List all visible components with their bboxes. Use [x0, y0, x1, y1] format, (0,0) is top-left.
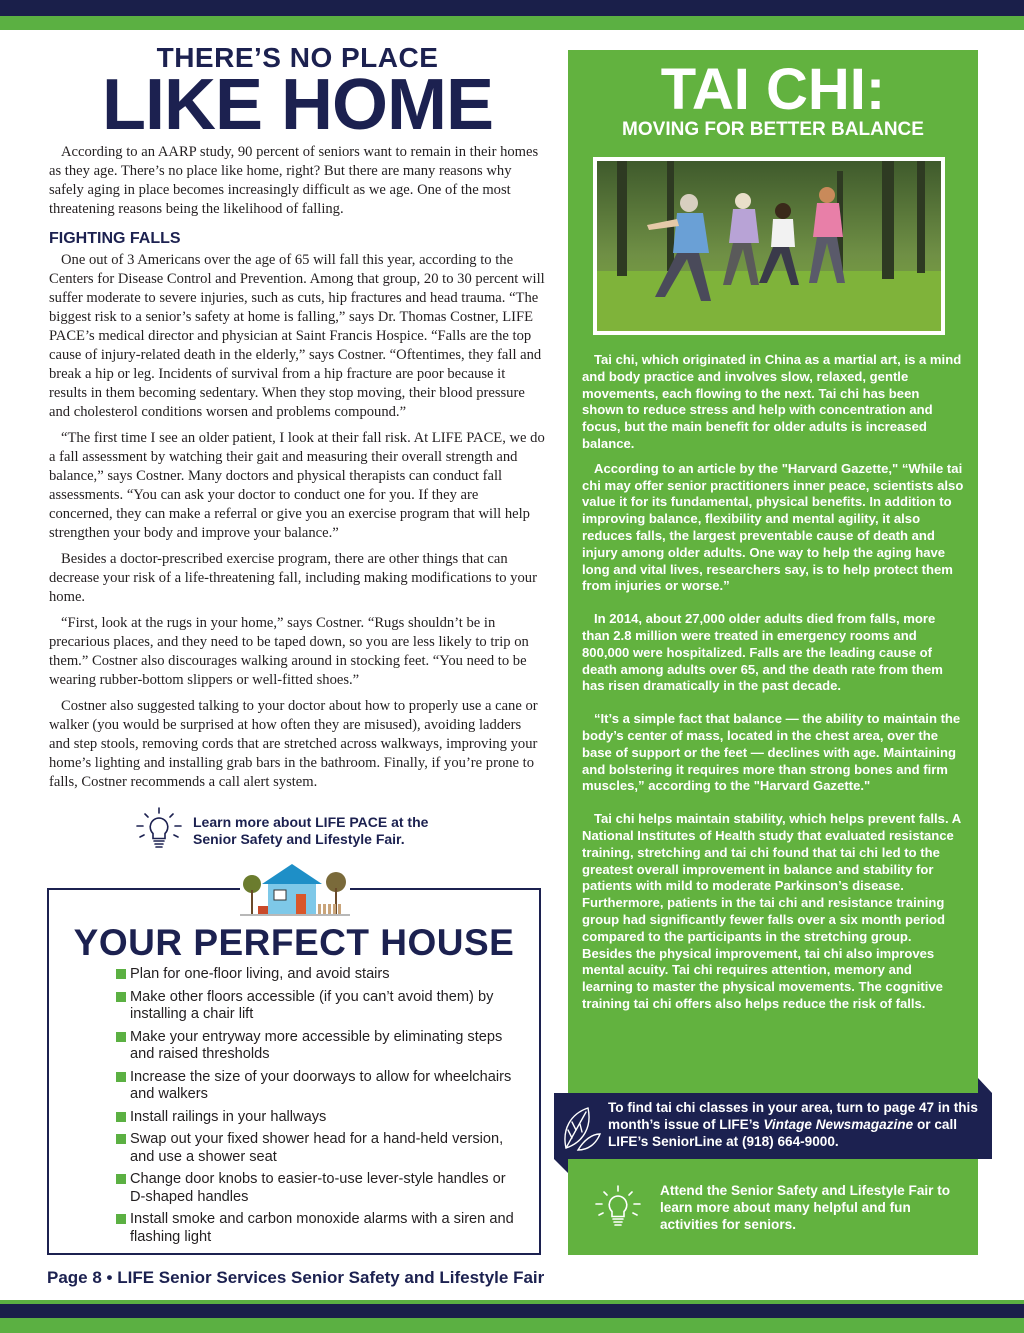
bullet-square-icon	[116, 1112, 126, 1122]
list-item	[116, 1171, 516, 1206]
list-item	[116, 1211, 516, 1246]
tai-chi-body	[582, 352, 964, 1021]
fair-tip-right: Attend the Senior Safety and Lifestyle Fair to learn more about many helpful and fun activities for seniors.	[660, 1183, 951, 1232]
bullet-square-icon	[116, 1134, 126, 1144]
article-headline: LIKE HOME	[101, 65, 493, 145]
list-item-text: Swap out your fixed shower head for a hand-held version, and use a shower seat	[130, 1131, 504, 1165]
callout-fold-top	[978, 1078, 992, 1093]
bullet-square-icon	[116, 969, 126, 979]
article-intro	[49, 143, 545, 226]
list-item-text: Install smoke and carbon monoxide alarms with a siren and flashing light	[130, 1211, 514, 1245]
article-body	[49, 251, 545, 799]
perfect-house-list	[116, 966, 516, 1251]
list-item	[116, 1029, 516, 1064]
body-paragraph: Costner also suggested talking to your doctor about how to properly use a cane or walker (you would be surprised at how often they are misused), avoiding ladders and step stools, removing cords that are stretched across walkways, improving your home’s lighting and installing grab bars in the bathroom. Finally, if you’re prone to falls, Costner recommends a call alert system.	[49, 698, 538, 790]
bottom-green-bar	[0, 1318, 1024, 1333]
bullet-square-icon	[116, 1214, 126, 1224]
page-footer: Page 8 • LIFE Senior Services Senior Safety and Lifestyle Fair	[47, 1268, 545, 1287]
body-paragraph: “The first time I see an older patient, I look at their fall risk. At LIFE PACE, we do a fall assessment by watching their gait and measuring their overall strength and balance,” says Costner. Many doctors and physical therapists can conduct fall assessments. “You can ask your doctor to conduct one for you. If they are concerned, they can make a referral or give you an exercise program that will help strengthen your body and improve your balance.”	[49, 430, 545, 541]
callout-text-part: To find tai chi classes in your area, turn to page 47 in this month’s issue of LIFE’s	[608, 1100, 978, 1133]
list-item-text: Make your entryway more accessible by eliminating steps and raised thresholds	[130, 1028, 503, 1062]
house-icon	[240, 858, 350, 918]
lightbulb-icon	[592, 1184, 644, 1230]
body-paragraph: According to an article by the "Harvard Gazette," “While tai chi may offer senior practitioners inner peace, scientists also value it for its fundamental, physical benefits. In addition to improving balance, flexibility and mental agility, it also reduces falls, the largest preventable cause of death and injury among older adults. One way to help the aging have long and vital lives, researchers say, is to help protect them from injuries or worse.”	[582, 460, 964, 594]
list-item-text: Plan for one-floor living, and avoid stairs	[130, 966, 390, 982]
fair-tip-left: Learn more about LIFE PACE at the Senior Safety and Lifestyle Fair.	[193, 814, 429, 847]
leaf-icon	[558, 1100, 602, 1154]
list-item-text: Install railings in your hallways	[130, 1108, 327, 1125]
article-kicker: THERE’S NO PLACE	[156, 42, 439, 73]
tai-chi-title: TAI CHI:	[660, 57, 886, 122]
body-paragraph: “First, look at the rugs in your home,” says Costner. “Rugs shouldn’t be in precarious places, and they need to be taped down, so you are less likely to trip on them.” Costner also discourages walking around in stocking feet. “You need to be wearing rubber-bottom slippers or well-fitted shoes.”	[49, 615, 529, 688]
body-paragraph: Tai chi, which originated in China as a martial art, is a mind and body practice and involves slow, relaxed, gentle movements, each flowing to the next. Tai chi has been shown to reduce stress and help with concentration and focus, but the main benefit for older adults is increased balance.	[582, 352, 962, 451]
lightbulb-icon	[133, 806, 185, 852]
body-paragraph: Besides a doctor-prescribed exercise program, there are other things that can decrease your risk of a life-threatening fall, including making modifications to your home.	[49, 551, 537, 605]
bullet-square-icon	[116, 1072, 126, 1082]
body-paragraph: Tai chi helps maintain stability, which helps prevent falls. A National Institutes of Health study that evaluated resistance training, stretching and tai chi found that tai chi led to the greatest overall improvement in balance and stability for patients with mild to moderate Parkinson’s disease. Furthermore, patients in the tai chi and resistance training group had significantly fewer falls over a six month period compared to the participants in the stretching group. Besides the physical improvement, tai chi also improves mental acuity. Tai chi requires attention, memory and learning to master the physical movements. The cognitive training tai chi offers also helps reduce the risk of falls.	[582, 811, 961, 1011]
list-item	[116, 1069, 516, 1104]
list-item	[116, 1109, 516, 1127]
callout-fold-bottom	[554, 1159, 568, 1173]
body-paragraph: One out of 3 Americans over the age of 65 will fall this year, according to the Centers for Disease Control and Prevention. Among that group, 20 to 30 percent will suffer moderate to severe injuries, such as cuts, hip fractures and head trauma. “The biggest risk to a senior’s safety at home is falling,” says Dr. Thomas Costner, LIFE PACE’s medical director and physician at Saint Francis Hospice. “Falls are the top cause of injury-related death in the elderly,” says Costner. “Oftentimes, they fall and break a hip or leg. Incidents of survival from a hip fracture are poor because it results in them becoming sedentary. When they stop moving, their blood pressure and cholesterol conditions worsen and problems compound.”	[49, 252, 545, 420]
bullet-square-icon	[116, 1174, 126, 1184]
top-green-bar	[0, 16, 1024, 30]
intro-paragraph: According to an AARP study, 90 percent of seniors want to remain in their homes as they age. There’s no place like home, right? But there are many reasons why safely aging in place becomes increasingly difficult as we age. One of the most threatening reasons being the likelihood of falling.	[49, 144, 539, 217]
list-item-text: Change door knobs to easier-to-use lever-style handles or D-shaped handles	[130, 1171, 506, 1205]
body-paragraph: “It’s a simple fact that balance — the ability to maintain the body’s center of mass, located in the chest area, over the base of support or the feet — declines with age. Maintaining and bolstering it requires more than strong bones and firm muscles,” according to the "Harvard Gazette."	[582, 711, 961, 794]
tai-chi-subtitle: MOVING FOR BETTER BALANCE	[622, 119, 924, 140]
section-subhead: FIGHTING FALLS	[49, 230, 181, 247]
body-paragraph: In 2014, about 27,000 older adults died from falls, more than 2.8 million were treated in emergency rooms and 800,000 were hospitalized. Falls are the leading cause of death among adults over 65, and the death rate from them has risen dramatically in the past decade.	[582, 611, 943, 694]
top-navy-bar	[0, 0, 1024, 16]
bottom-navy-bar	[0, 1304, 1024, 1318]
bullet-square-icon	[116, 1032, 126, 1042]
perfect-house-title: YOUR PERFECT HOUSE	[73, 922, 515, 963]
bullet-square-icon	[116, 992, 126, 1002]
callout-text	[608, 1099, 986, 1151]
callout-text-part: or call LIFE’s SeniorLine at (918) 664-9000.	[608, 1117, 958, 1150]
list-item-text: Make other floors accessible (if you can’t avoid them) by installing a chair lift	[130, 988, 494, 1022]
callout-publication-title: Vintage Newsmagazine	[763, 1117, 914, 1133]
list-item-text: Increase the size of your doorways to allow for wheelchairs and walkers	[130, 1068, 512, 1102]
list-item	[116, 989, 516, 1024]
list-item	[116, 1131, 516, 1166]
tai-chi-photo	[597, 161, 941, 331]
list-item	[116, 966, 516, 984]
